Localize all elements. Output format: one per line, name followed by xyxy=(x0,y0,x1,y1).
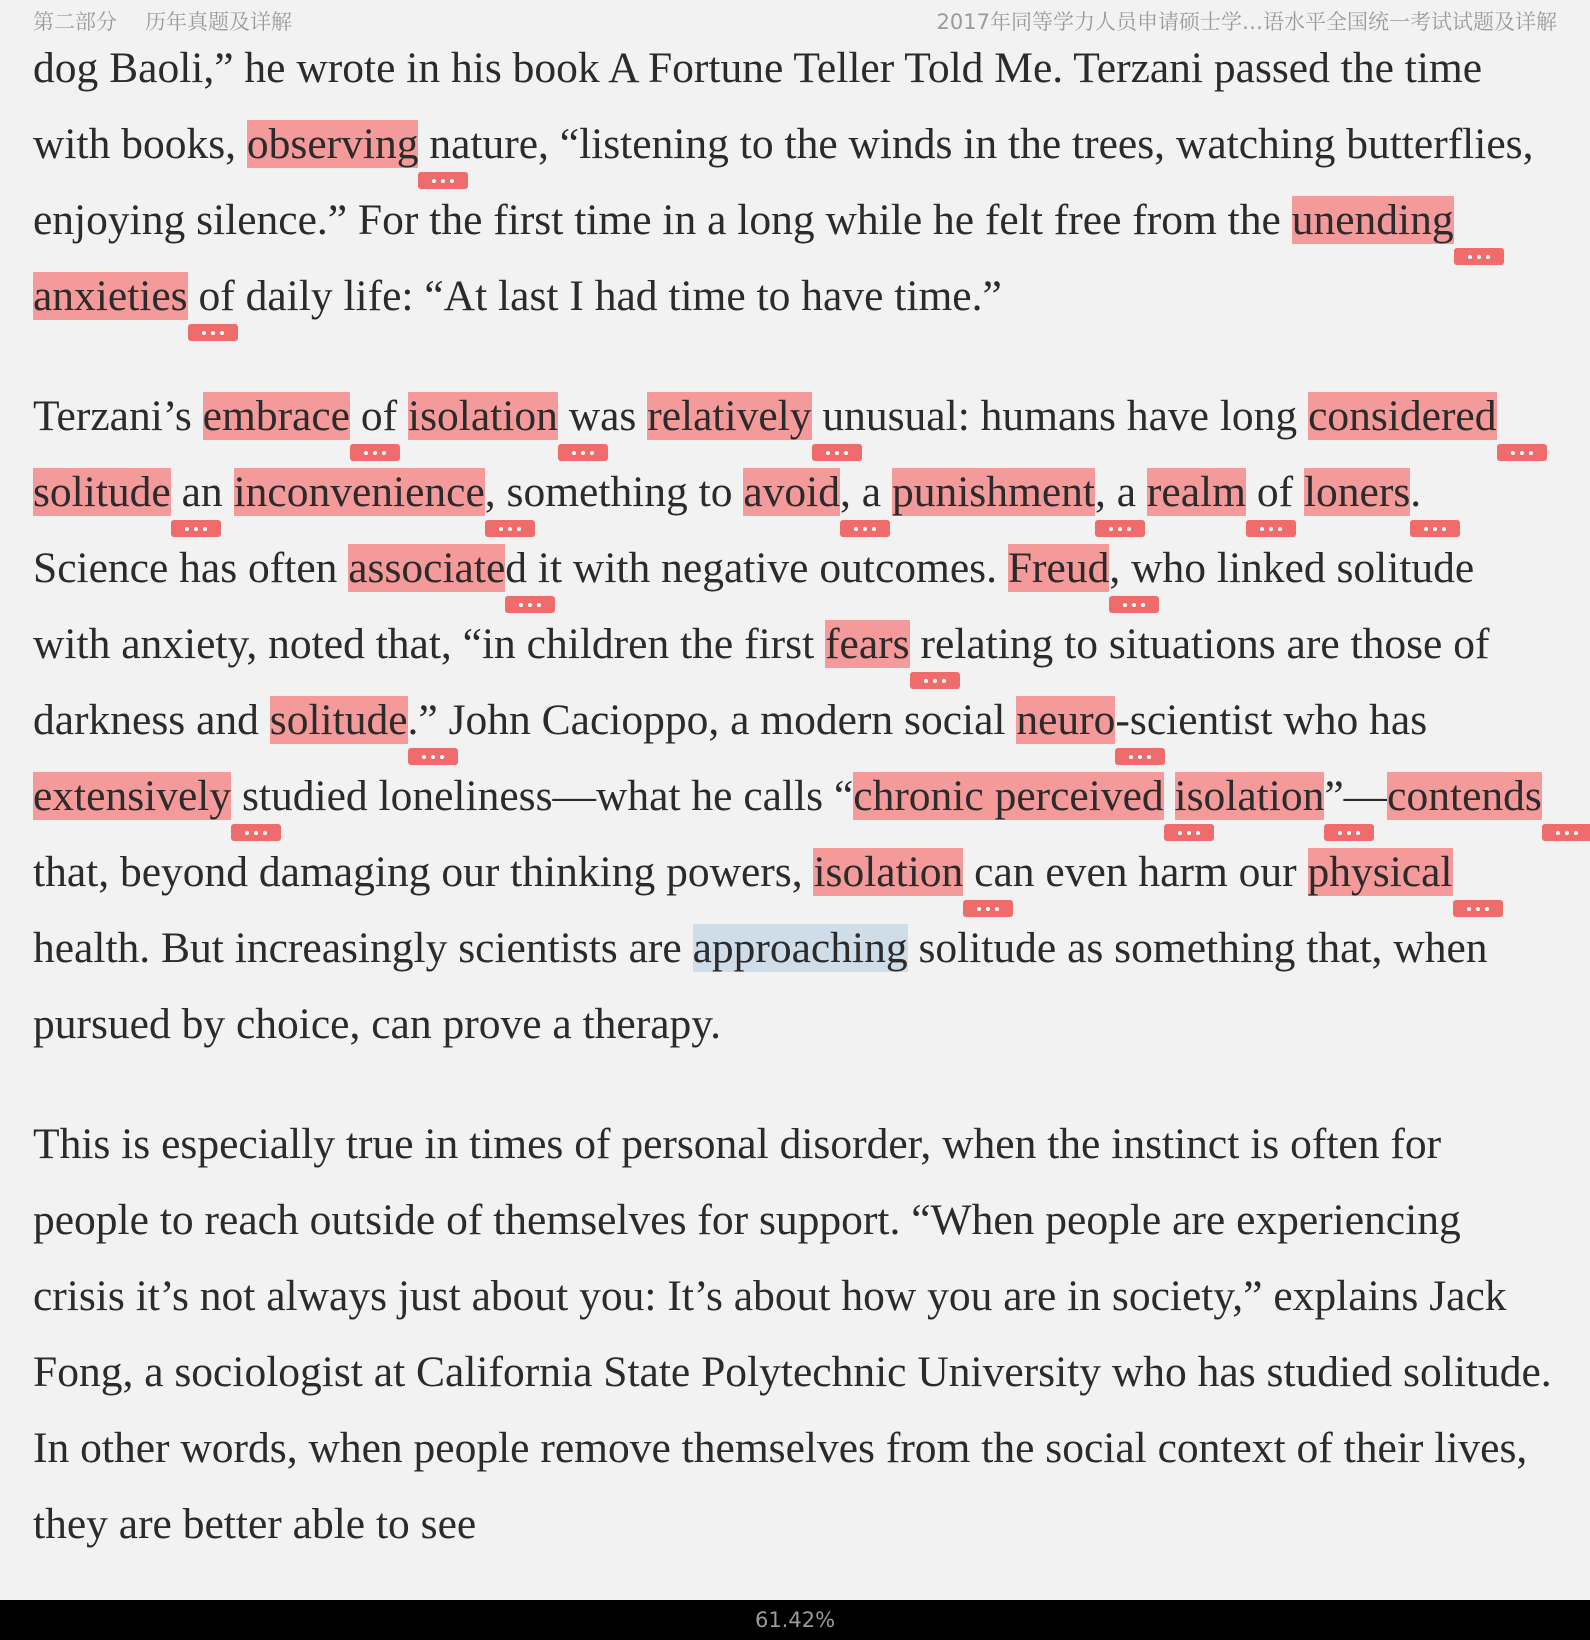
paragraph xyxy=(33,1106,1562,1562)
note-marker-icon[interactable] xyxy=(1542,824,1590,841)
text-run: relating to situations are those of darkness and xyxy=(33,620,1490,744)
text-run: that, beyond damaging our thinking powers, xyxy=(33,848,814,896)
text-run: solitude as something that, when pursued by choice, can prove a therapy. xyxy=(33,924,1488,1048)
text-run: Terzani’s xyxy=(33,392,203,440)
text-run: , a xyxy=(1094,468,1147,516)
note-marker-icon[interactable] xyxy=(1410,520,1460,537)
highlighted-word[interactable]: embrace xyxy=(203,392,350,440)
highlighted-word[interactable]: isolation xyxy=(1175,772,1325,820)
note-marker-icon[interactable] xyxy=(1115,748,1165,765)
highlighted-word[interactable]: observing xyxy=(247,120,419,168)
highlighted-word[interactable]: loners xyxy=(1304,468,1410,516)
note-marker-icon[interactable] xyxy=(1246,520,1296,537)
highlighted-word[interactable]: solitude xyxy=(270,696,408,744)
header-book-title: 2017年同等学力人员申请硕士学…语水平全国统一考试试题及详解 xyxy=(936,10,1557,34)
text-run: d it with negative outcomes. xyxy=(505,544,1008,592)
highlighted-word[interactable]: solitude xyxy=(33,468,171,516)
highlighted-word[interactable]: neuro xyxy=(1016,696,1115,744)
note-marker-icon[interactable] xyxy=(1164,824,1214,841)
text-run: nature, “listening to the winds in the trees, watching butterflies, enjoying silence.” For the first time in a long while he felt free from the xyxy=(33,120,1534,244)
reading-content[interactable] xyxy=(33,30,1562,1606)
highlighted-word[interactable]: unending xyxy=(1292,196,1454,244)
note-marker-icon[interactable] xyxy=(1497,444,1547,461)
highlighted-word[interactable]: considered xyxy=(1308,392,1496,440)
note-marker-icon[interactable] xyxy=(485,520,535,537)
progress-bar xyxy=(0,1600,1590,1640)
note-marker-icon[interactable] xyxy=(1095,520,1145,537)
text-run: -scientist who has xyxy=(1115,696,1428,744)
note-marker-icon[interactable] xyxy=(1453,900,1503,917)
highlighted-word[interactable]: Freud xyxy=(1008,544,1110,592)
note-marker-icon[interactable] xyxy=(505,596,555,613)
text-run: of xyxy=(349,392,408,440)
header-section: 第二部分 xyxy=(33,10,117,34)
text-run: . Science has often xyxy=(33,468,1422,592)
highlighted-word[interactable]: isolation xyxy=(813,848,963,896)
text-run: an xyxy=(170,468,234,516)
text-run: , who linked solitude with anxiety, noted that, “in children the first xyxy=(33,544,1475,668)
note-marker-icon[interactable] xyxy=(418,172,468,189)
note-marker-icon[interactable] xyxy=(231,824,281,841)
text-run: dog Baoli,” he wrote in his book A Fortune Teller Told Me. Terzani passed the time with books, xyxy=(33,44,1483,168)
note-marker-icon[interactable] xyxy=(350,444,400,461)
note-marker-icon[interactable] xyxy=(812,444,862,461)
text-run: This is especially true in times of personal disorder, when the instinct is often for people to reach outside of themselves for support. “When people are experiencing crisis it’s not always just about you: It’s about how you are in society,” explains Jack Fong, a sociologist at California State Polytechnic University who has studied solitude. In other words, when people remove themselves from the social context of their lives, they are better able to see xyxy=(33,1120,1552,1548)
note-marker-icon[interactable] xyxy=(1454,248,1504,265)
note-marker-icon[interactable] xyxy=(840,520,890,537)
note-marker-icon[interactable] xyxy=(910,672,960,689)
paragraph xyxy=(33,30,1562,334)
note-marker-icon[interactable] xyxy=(188,324,238,341)
text-run: unusual: humans have long xyxy=(811,392,1309,440)
text-run: of xyxy=(1245,468,1304,516)
note-marker-icon[interactable] xyxy=(963,900,1013,917)
text-run xyxy=(1164,772,1175,820)
text-run: , something to xyxy=(484,468,744,516)
text-run: ”— xyxy=(1324,772,1388,820)
paragraph xyxy=(33,378,1562,1062)
text-run: studied loneliness—what he calls “ xyxy=(231,772,854,820)
note-marker-icon[interactable] xyxy=(408,748,458,765)
text-run: health. But increasingly scientists are xyxy=(33,924,693,972)
highlighted-word[interactable]: realm xyxy=(1147,468,1246,516)
highlighted-word[interactable]: punishment xyxy=(892,468,1095,516)
text-run: , a xyxy=(840,468,892,516)
highlighted-word[interactable]: contends xyxy=(1387,772,1542,820)
highlighted-word[interactable]: avoid xyxy=(743,468,840,516)
text-run: was xyxy=(557,392,648,440)
text-run: of daily life: “At last I had time to have time.” xyxy=(187,272,1002,320)
highlighted-word[interactable]: extensively xyxy=(33,772,231,820)
header-chapter: 历年真题及详解 xyxy=(145,10,292,34)
progress-percent: 61.42% xyxy=(754,1608,836,1632)
text-run: .” John Cacioppo, a modern social xyxy=(407,696,1017,744)
note-marker-icon[interactable] xyxy=(1324,824,1374,841)
highlighted-word[interactable]: inconvenience xyxy=(234,468,485,516)
highlighted-word[interactable]: physical xyxy=(1308,848,1453,896)
selected-word[interactable]: approaching xyxy=(692,924,908,972)
text-run: can even harm our xyxy=(963,848,1308,896)
highlighted-word[interactable]: fears xyxy=(825,620,910,668)
highlighted-word[interactable]: isolation xyxy=(408,392,558,440)
highlighted-word[interactable]: relatively xyxy=(647,392,811,440)
note-marker-icon[interactable] xyxy=(1109,596,1159,613)
highlighted-word[interactable]: anxieties xyxy=(33,272,188,320)
note-marker-icon[interactable] xyxy=(558,444,608,461)
highlighted-word[interactable]: associate xyxy=(348,544,505,592)
note-marker-icon[interactable] xyxy=(171,520,221,537)
highlighted-word[interactable]: chronic perceived xyxy=(853,772,1163,820)
